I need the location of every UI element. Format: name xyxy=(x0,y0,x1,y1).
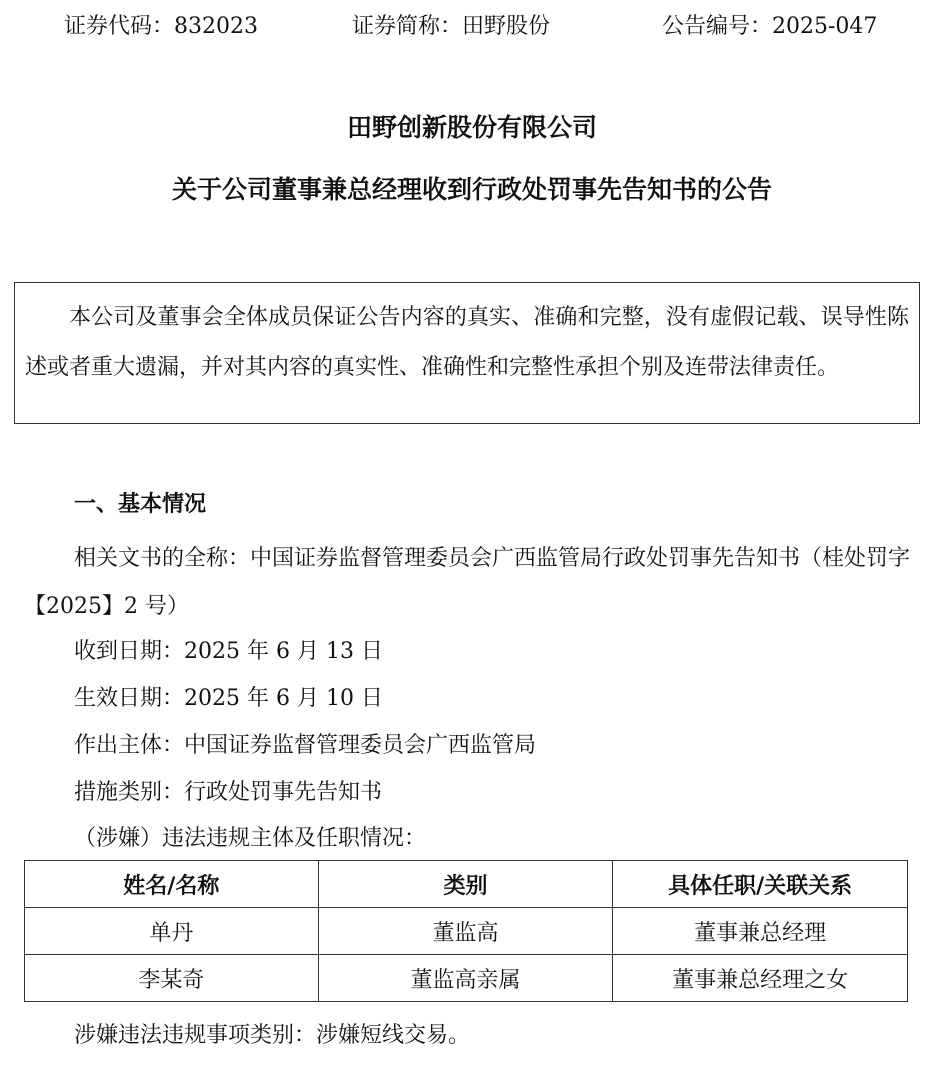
security-code: 证券代码：832023 xyxy=(64,14,258,39)
table-row xyxy=(25,955,908,1002)
table-row xyxy=(25,908,908,955)
received-date: 收到日期：2025 年 6 月 13 日 xyxy=(74,639,383,664)
cell-category: 董监高亲属 xyxy=(318,955,613,1002)
subjects-table xyxy=(24,860,908,1002)
cell-position: 董事兼总经理 xyxy=(613,908,908,955)
column-header-name: 姓名/名称 xyxy=(25,861,319,908)
subjects-intro: （涉嫌）违法违规主体及任职情况： xyxy=(74,826,427,851)
measure-type: 措施类别：行政处罚事先告知书 xyxy=(74,780,383,805)
cell-name: 李某奇 xyxy=(25,955,319,1002)
company-name: 田野创新股份有限公司 xyxy=(346,113,597,142)
violation-type: 涉嫌违法违规事项类别：涉嫌短线交易。 xyxy=(74,1023,471,1048)
document-name: 相关文书的全称：中国证券监督管理委员会广西监管局行政处罚事先告知书（桂处罚字【2025】2 号） xyxy=(24,546,911,619)
cell-name: 单丹 xyxy=(25,908,319,955)
disclaimer-text: 本公司及董事会全体成员保证公告内容的真实、准确和完整，没有虚假记载、误导性陈述或者重大遗漏，并对其内容的真实性、准确性和完整性承担个别及连带法律责任。 xyxy=(25,305,909,380)
column-header-category: 类别 xyxy=(318,861,613,908)
disclaimer-box xyxy=(14,282,920,424)
cell-position: 董事兼总经理之女 xyxy=(613,955,908,1002)
announcement-title: 关于公司董事兼总经理收到行政处罚事先告知书的公告 xyxy=(171,175,772,204)
column-header-position: 具体任职/关联关系 xyxy=(613,861,908,908)
security-abbreviation: 证券简称：田野股份 xyxy=(352,14,551,39)
issuing-authority: 作出主体：中国证券监督管理委员会广西监管局 xyxy=(74,733,537,758)
announcement-header xyxy=(0,10,944,44)
section-title-basic-info: 一、基本情况 xyxy=(74,492,207,517)
cell-category: 董监高 xyxy=(318,908,613,955)
effective-date: 生效日期：2025 年 6 月 10 日 xyxy=(74,686,383,711)
announcement-number: 公告编号：2025-047 xyxy=(662,14,878,39)
table-header-row xyxy=(25,861,908,908)
